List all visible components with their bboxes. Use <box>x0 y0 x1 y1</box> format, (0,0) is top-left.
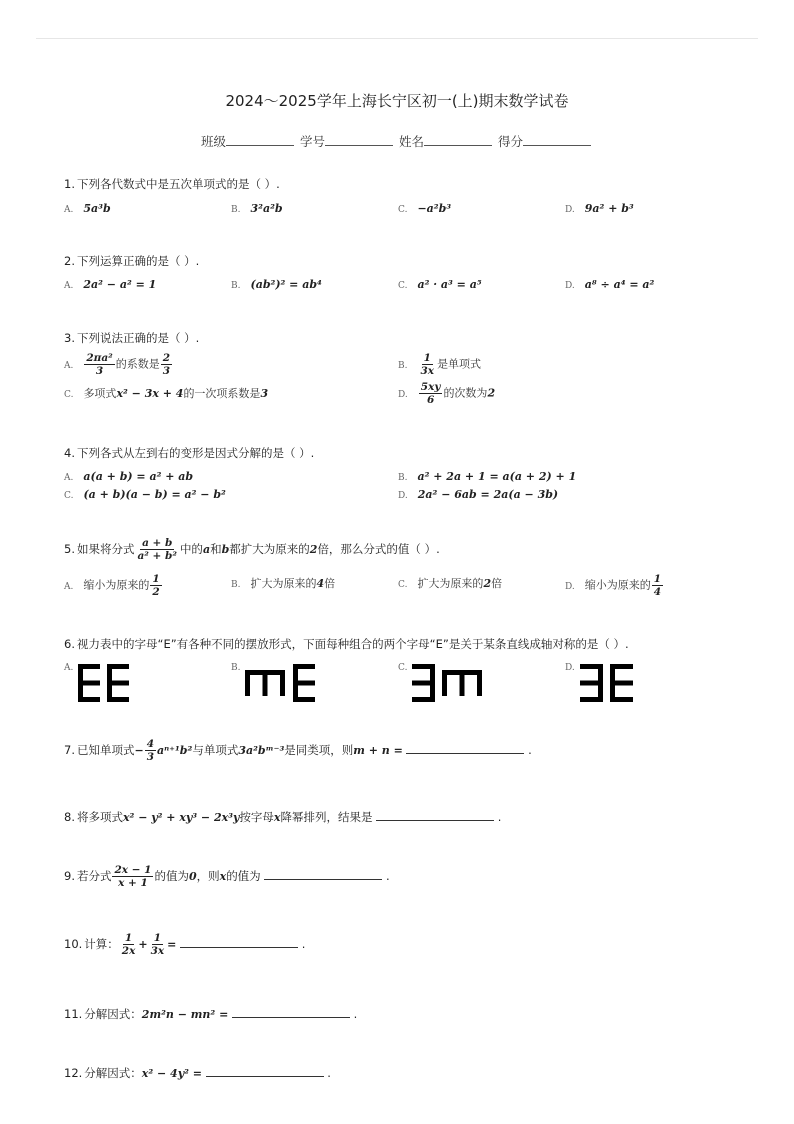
question-4 <box>64 445 314 461</box>
fraction <box>120 932 138 957</box>
question-2 <box>64 253 199 269</box>
option-text: 是单项式 <box>437 357 482 371</box>
q4-option-b[interactable] <box>398 470 576 483</box>
numerator: 4 <box>146 738 155 750</box>
option-text: 的系数是 <box>115 357 160 371</box>
option-label: D. <box>565 205 575 215</box>
option-label: A. <box>64 473 74 483</box>
option-text: 扩大为原来的 <box>417 577 484 590</box>
question-text: 已知单项式 <box>76 743 135 757</box>
question-8 <box>64 809 501 825</box>
fraction <box>150 573 161 598</box>
math-expr: x² − y² + xy³ − 2x³y <box>122 811 240 824</box>
numerator: 1 <box>124 932 133 944</box>
denominator: a² + b² <box>137 550 177 562</box>
numerator: 1 <box>152 573 160 585</box>
question-text: 计算： <box>84 937 119 951</box>
option-label: C. <box>398 663 408 673</box>
question-text: 的值为 <box>154 869 189 883</box>
option-label: C. <box>64 491 74 501</box>
math-sign: = <box>167 938 177 951</box>
option-label: A. <box>64 205 74 215</box>
question-text: 下列各代数式中是五次单项式的是（ ）. <box>76 177 280 191</box>
q5-option-d[interactable] <box>565 573 664 598</box>
option-math: (a + b)(a − b) = a² − b² <box>83 488 226 501</box>
option-label: B. <box>231 205 241 215</box>
question-7 <box>64 738 532 763</box>
numerator: 5xy <box>420 381 441 393</box>
option-math: a² · a³ = a⁵ <box>417 278 482 291</box>
question-text: 与单项式 <box>192 743 239 757</box>
question-text: 的值为 <box>226 869 261 883</box>
math-var: a <box>202 543 211 556</box>
question-end: . <box>301 937 306 951</box>
option-label: B. <box>398 473 408 483</box>
option-math: −a²b³ <box>417 202 452 215</box>
option-math: 2 <box>487 386 496 400</box>
option-math: (ab²)² = ab⁴ <box>250 278 322 291</box>
question-number: 12. <box>64 1066 83 1080</box>
question-text: 分解因式： <box>84 1007 142 1021</box>
answer-blank[interactable] <box>264 869 382 880</box>
student-info <box>0 132 794 150</box>
question-number: 5. <box>64 542 75 556</box>
denominator: 6 <box>426 394 435 406</box>
id-field[interactable] <box>325 135 393 146</box>
q5-option-c[interactable] <box>398 575 502 591</box>
fraction <box>145 738 156 763</box>
option-label: D. <box>565 581 575 592</box>
question-text: 都扩大为原来的 <box>229 542 310 556</box>
denominator: 3x <box>420 365 435 377</box>
q1-option-d[interactable] <box>565 202 634 215</box>
q3-option-a[interactable] <box>64 352 173 377</box>
answer-blank[interactable] <box>206 1066 324 1077</box>
question-9 <box>64 864 390 889</box>
question-5 <box>64 537 440 562</box>
denominator: 2x <box>121 945 136 957</box>
fraction <box>652 573 663 598</box>
denominator: 3 <box>146 751 155 763</box>
fraction <box>135 537 178 562</box>
question-text: 是同类项，则 <box>284 743 354 757</box>
question-number: 3. <box>64 331 75 345</box>
fraction <box>418 352 436 377</box>
answer-blank[interactable] <box>232 1007 350 1018</box>
option-label: B. <box>231 580 241 590</box>
question-text: 倍，那么分式的值（ ）. <box>317 542 440 556</box>
question-number: 9. <box>64 869 75 883</box>
option-label: A. <box>64 360 74 371</box>
math-sign: − <box>134 744 144 757</box>
option-text: 扩大为原来的 <box>250 577 317 590</box>
option-math: x² − 3x + 4 <box>116 387 184 400</box>
math-expr: m + n = <box>353 744 403 757</box>
q2-option-b[interactable] <box>231 278 322 291</box>
question-text: 视力表中的字母“E”有各种不同的摆放形式，下面每种组合的两个字母“E”是关于某条直线成轴对称的是（ ）. <box>76 637 629 651</box>
numerator: 2x − 1 <box>114 864 152 876</box>
answer-blank[interactable] <box>406 743 524 754</box>
math-var: 2 <box>309 543 318 556</box>
denominator: 3x <box>150 945 165 957</box>
question-1 <box>64 176 280 192</box>
option-label: D. <box>565 663 575 673</box>
question-text: 如果将分式 <box>76 542 135 556</box>
question-12 <box>64 1065 331 1081</box>
q3-option-c[interactable] <box>64 385 268 401</box>
question-text: 和 <box>210 542 222 556</box>
question-text: 下列运算正确的是（ ）. <box>76 254 200 268</box>
question-number: 11. <box>64 1007 83 1021</box>
option-label: D. <box>398 491 408 501</box>
option-label: D. <box>565 281 575 291</box>
question-number: 4. <box>64 446 75 460</box>
fraction <box>84 352 114 377</box>
q1-option-b[interactable] <box>231 202 283 215</box>
math-var: 0 <box>188 870 197 883</box>
question-6 <box>64 636 629 652</box>
option-label: B. <box>231 281 241 291</box>
option-label: C. <box>64 390 74 400</box>
denominator: 4 <box>653 586 662 598</box>
q5-option-b[interactable] <box>231 575 335 591</box>
q3-option-b[interactable] <box>398 352 481 377</box>
question-text: 下列说法正确的是（ ）. <box>76 331 200 345</box>
question-text: 按字母 <box>239 810 274 824</box>
page-title: 2024～2025学年上海长宁区初一(上)期末数学试卷 <box>225 92 569 110</box>
id-label: 学号 <box>299 134 325 149</box>
option-text: 倍 <box>324 577 336 590</box>
q1-option-a[interactable] <box>64 202 111 215</box>
question-text: ，则 <box>196 869 220 883</box>
top-divider <box>36 38 758 39</box>
q5-option-a[interactable] <box>64 573 163 598</box>
question-end: . <box>386 869 390 883</box>
denominator: 3 <box>95 365 104 377</box>
option-label: B. <box>398 360 408 371</box>
option-text: 多项式 <box>83 387 117 400</box>
fraction <box>161 352 172 377</box>
option-math: 2a² − 6ab = 2a(a − 3b) <box>417 488 559 501</box>
option-label: A. <box>64 281 74 291</box>
numerator: 1 <box>653 573 662 585</box>
option-math: a² + 2a + 1 = a(a + 2) + 1 <box>417 470 577 483</box>
answer-blank[interactable] <box>376 810 494 821</box>
question-end: . <box>497 810 502 824</box>
math-expr: aⁿ⁺¹b² <box>157 744 193 757</box>
q4-option-c[interactable] <box>64 488 226 501</box>
option-math: 3²a²b <box>250 202 283 215</box>
option-text: 倍 <box>491 577 503 590</box>
class-field[interactable] <box>226 135 294 146</box>
q2-option-c[interactable] <box>398 278 482 291</box>
denominator: x + 1 <box>118 877 148 889</box>
question-text: 降幂排列，结果是 <box>280 810 373 824</box>
question-text: 中的 <box>179 542 203 556</box>
option-label: B. <box>231 663 241 673</box>
question-text: 将多项式 <box>76 810 123 824</box>
option-label: C. <box>398 205 408 215</box>
option-math: 4 <box>316 577 325 590</box>
math-var: b <box>221 543 230 556</box>
question-number: 2. <box>64 254 75 268</box>
option-label: A. <box>64 581 74 592</box>
question-end: . <box>353 1007 358 1021</box>
name-label: 姓名 <box>398 134 424 149</box>
option-math: a(a + b) = a² + ab <box>83 470 194 483</box>
question-11 <box>64 1006 357 1022</box>
numerator: a + b <box>142 537 173 549</box>
option-math: 5a³b <box>83 202 111 215</box>
numerator: 1 <box>423 352 431 364</box>
option-text: 缩小为原来的 <box>584 578 651 592</box>
option-text: 缩小为原来的 <box>83 578 150 592</box>
question-number: 7. <box>64 743 75 757</box>
math-expr: 3a²bᵐ⁻³ <box>238 744 285 757</box>
numerator: 1 <box>153 932 162 944</box>
question-10 <box>64 932 305 957</box>
letter-e-pair-a-figure <box>78 664 132 702</box>
letter-e-pair-b-figure <box>245 664 320 702</box>
option-label: D. <box>398 389 408 400</box>
option-label: A. <box>64 663 74 673</box>
question-number: 10. <box>64 937 83 951</box>
option-label: C. <box>398 580 408 590</box>
fraction <box>149 932 167 957</box>
math-sign: + <box>138 938 148 951</box>
option-math: 3 <box>260 387 269 400</box>
q2-option-d[interactable] <box>565 278 654 291</box>
score-label: 得分 <box>497 134 523 149</box>
option-text: 的次数为 <box>443 386 488 400</box>
option-math: a⁸ ÷ a⁴ = a² <box>584 278 655 291</box>
question-3 <box>64 330 199 346</box>
question-number: 1. <box>64 177 75 191</box>
class-label: 班级 <box>200 134 226 149</box>
question-text: 下列各式从左到右的变形是因式分解的是（ ）. <box>76 446 315 460</box>
answer-blank[interactable] <box>180 937 298 948</box>
option-text: 的一次项系数是 <box>183 387 261 400</box>
question-text: 若分式 <box>76 869 112 883</box>
numerator: 2 <box>162 352 171 364</box>
question-number: 8. <box>64 810 75 824</box>
math-expr: 2m²n − mn² = <box>141 1008 229 1021</box>
letter-e-pair-d-figure <box>580 664 636 702</box>
letter-e-pair-c-figure <box>412 664 488 702</box>
q4-option-d[interactable] <box>398 488 558 501</box>
math-var: x <box>219 870 227 883</box>
option-math: 2a² − a² = 1 <box>83 278 157 291</box>
q4-option-a[interactable] <box>64 470 193 483</box>
question-number: 6. <box>64 637 75 651</box>
option-math: 9a² + b³ <box>584 202 634 215</box>
q1-option-c[interactable] <box>398 202 451 215</box>
numerator: 2πa² <box>86 352 113 364</box>
math-expr: x² − 4y² = <box>141 1067 202 1080</box>
question-text: 分解因式： <box>84 1066 142 1080</box>
math-var: x <box>273 811 281 824</box>
q2-option-a[interactable] <box>64 278 156 291</box>
option-label: C. <box>398 281 408 291</box>
option-math: 2 <box>483 577 492 590</box>
denominator: 3 <box>162 365 171 377</box>
fraction <box>112 864 153 889</box>
fraction <box>419 381 443 406</box>
score-field[interactable] <box>523 135 591 146</box>
question-end: . <box>327 1066 331 1080</box>
name-field[interactable] <box>424 135 492 146</box>
q3-option-d[interactable] <box>398 381 495 406</box>
denominator: 2 <box>152 586 160 598</box>
question-end: . <box>528 743 532 757</box>
